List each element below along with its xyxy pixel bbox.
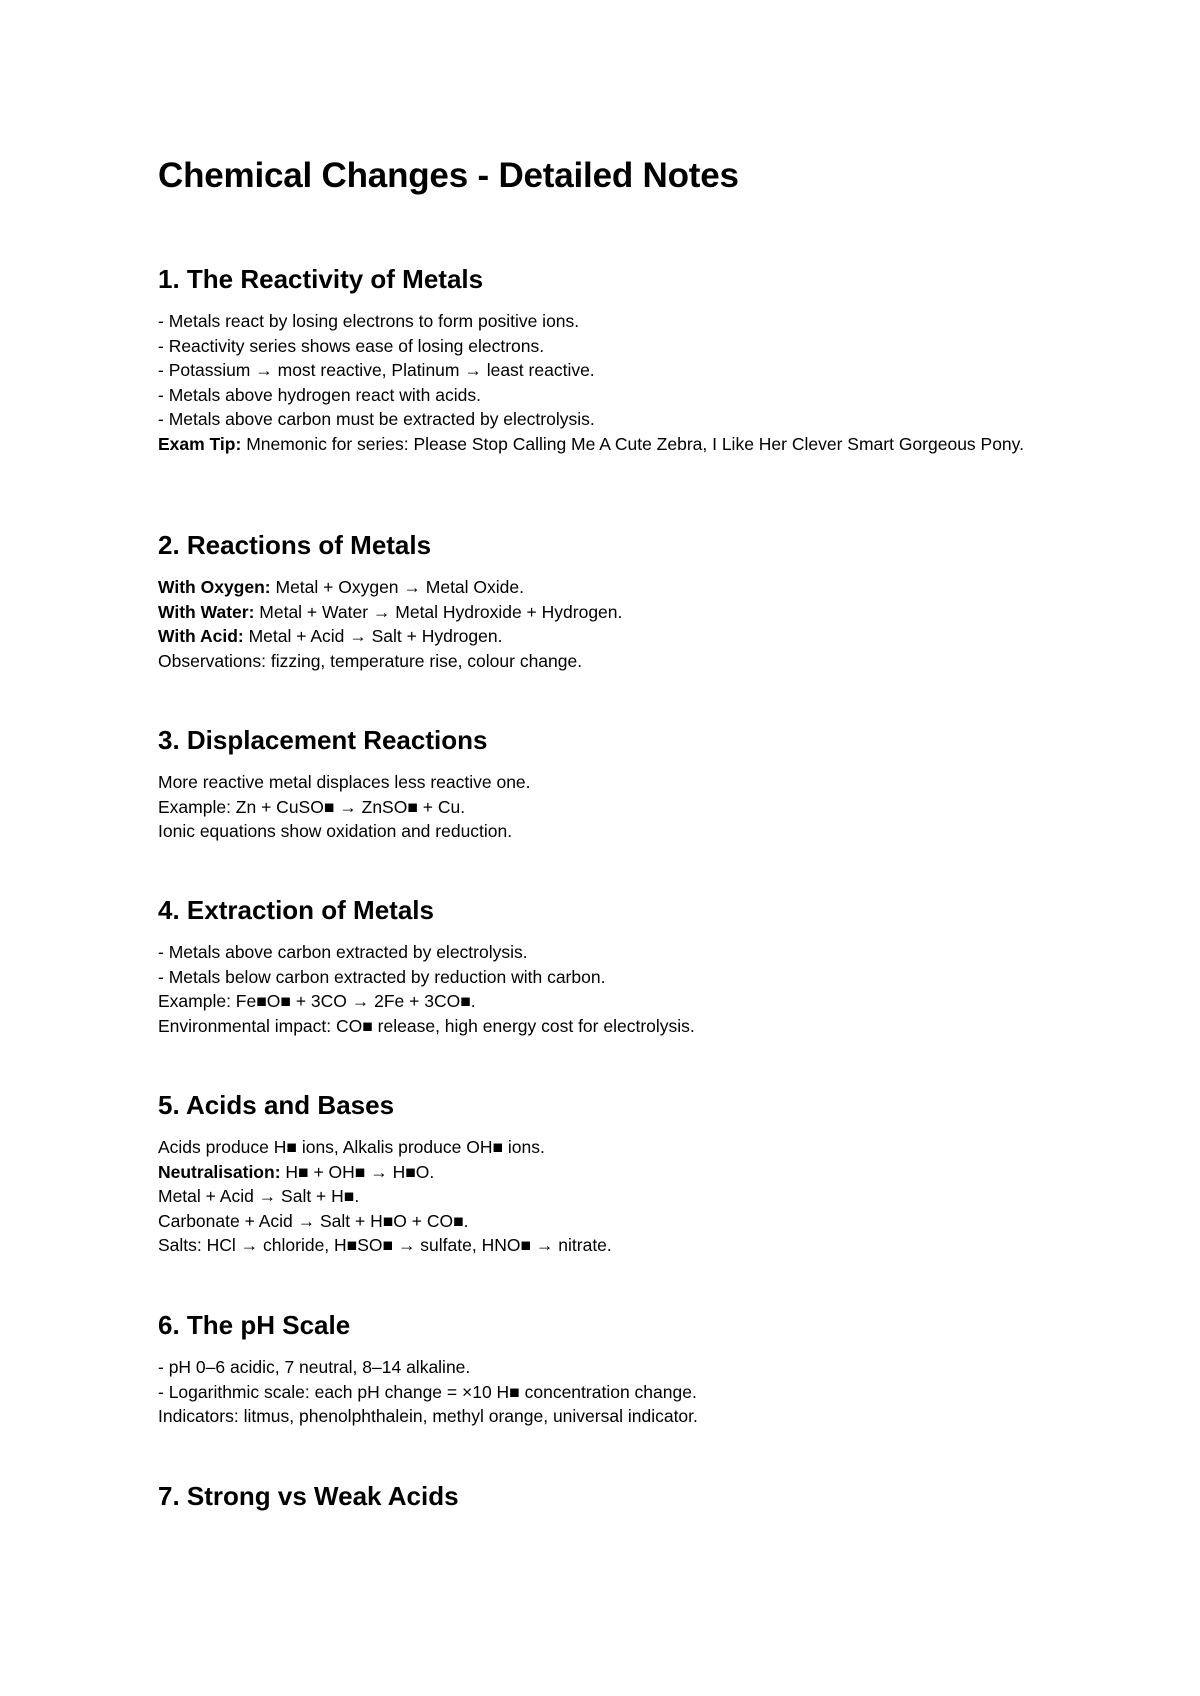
section-displacement-reactions bbox=[158, 724, 1058, 844]
section-extraction-of-metals bbox=[158, 894, 1058, 1038]
note-line: With Water: Metal + Water → Metal Hydroxide + Hydrogen. bbox=[158, 601, 623, 622]
note-line: - Metals above carbon extracted by electrolysis. bbox=[158, 942, 528, 962]
note-line: Salts: HCl → chloride, H■SO■ → sulfate, HNO■ → nitrate. bbox=[158, 1235, 612, 1255]
note-line: Environmental impact: CO■ release, high energy cost for electrolysis. bbox=[158, 1015, 695, 1036]
exam-tip-label: Exam Tip: bbox=[158, 433, 242, 454]
section-heading: 1. The Reactivity of Metals bbox=[158, 264, 484, 294]
note-line: - Potassium → most reactive, Platinum → least reactive. bbox=[158, 360, 595, 380]
section-reactivity-of-metals bbox=[158, 263, 1058, 456]
note-line: Neutralisation: H■ + OH■ → H■O. bbox=[158, 1161, 435, 1182]
note-line: Acids produce H■ ions, Alkalis produce OH■ ions. bbox=[158, 1137, 545, 1157]
note-line: - Metals below carbon extracted by reduction with carbon. bbox=[158, 966, 606, 987]
section-acids-and-bases bbox=[158, 1089, 1058, 1258]
note-line: Indicators: litmus, phenolphthalein, methyl orange, universal indicator. bbox=[158, 1406, 698, 1426]
note-line: Example: Zn + CuSO■ → ZnSO■ + Cu. bbox=[158, 796, 466, 817]
note-line: With Acid: Metal + Acid → Salt + Hydrogen. bbox=[158, 626, 503, 646]
note-line: Carbonate + Acid → Salt + H■O + CO■. bbox=[158, 1210, 469, 1231]
section-heading: 3. Displacement Reactions bbox=[158, 725, 488, 755]
note-line: - Logarithmic scale: each pH change = ×10 H■ concentration change. bbox=[158, 1381, 697, 1402]
note-line: Metal + Acid → Salt + H■. bbox=[158, 1186, 360, 1206]
section-heading: 6. The pH Scale bbox=[158, 1310, 351, 1340]
section-heading: 5. Acids and Bases bbox=[158, 1090, 395, 1120]
document-title: Chemical Changes - Detailed Notes bbox=[158, 156, 739, 195]
note-line: Ionic equations show oxidation and reduction. bbox=[158, 821, 513, 841]
document-page bbox=[158, 155, 1058, 1511]
note-line: Observations: fizzing, temperature rise, colour change. bbox=[158, 650, 583, 671]
note-line: More reactive metal displaces less reactive one. bbox=[158, 772, 531, 792]
section-heading: 2. Reactions of Metals bbox=[158, 530, 432, 560]
section-ph-scale bbox=[158, 1309, 1058, 1429]
exam-tip: Exam Tip: Mnemonic for series: Please Stop Calling Me A Cute Zebra, I Like Her Clever Smart Gorgeous Pony. bbox=[158, 433, 1024, 454]
section-heading: 7. Strong vs Weak Acids bbox=[158, 1481, 459, 1511]
section-heading: 4. Extraction of Metals bbox=[158, 895, 434, 925]
section-strong-vs-weak-acids bbox=[158, 1480, 1058, 1526]
note-line: - Reactivity series shows ease of losing electrons. bbox=[158, 335, 545, 356]
note-line: Example: Fe■O■ + 3CO → 2Fe + 3CO■. bbox=[158, 991, 476, 1011]
note-line: - pH 0–6 acidic, 7 neutral, 8–14 alkaline. bbox=[158, 1357, 471, 1377]
note-line: - Metals react by losing electrons to form positive ions. bbox=[158, 311, 580, 331]
section-reactions-of-metals bbox=[158, 529, 1058, 673]
note-line: - Metals above hydrogen react with acids. bbox=[158, 384, 481, 405]
note-line: - Metals above carbon must be extracted by electrolysis. bbox=[158, 409, 595, 429]
note-line: With Oxygen: Metal + Oxygen → Metal Oxide. bbox=[158, 577, 524, 597]
